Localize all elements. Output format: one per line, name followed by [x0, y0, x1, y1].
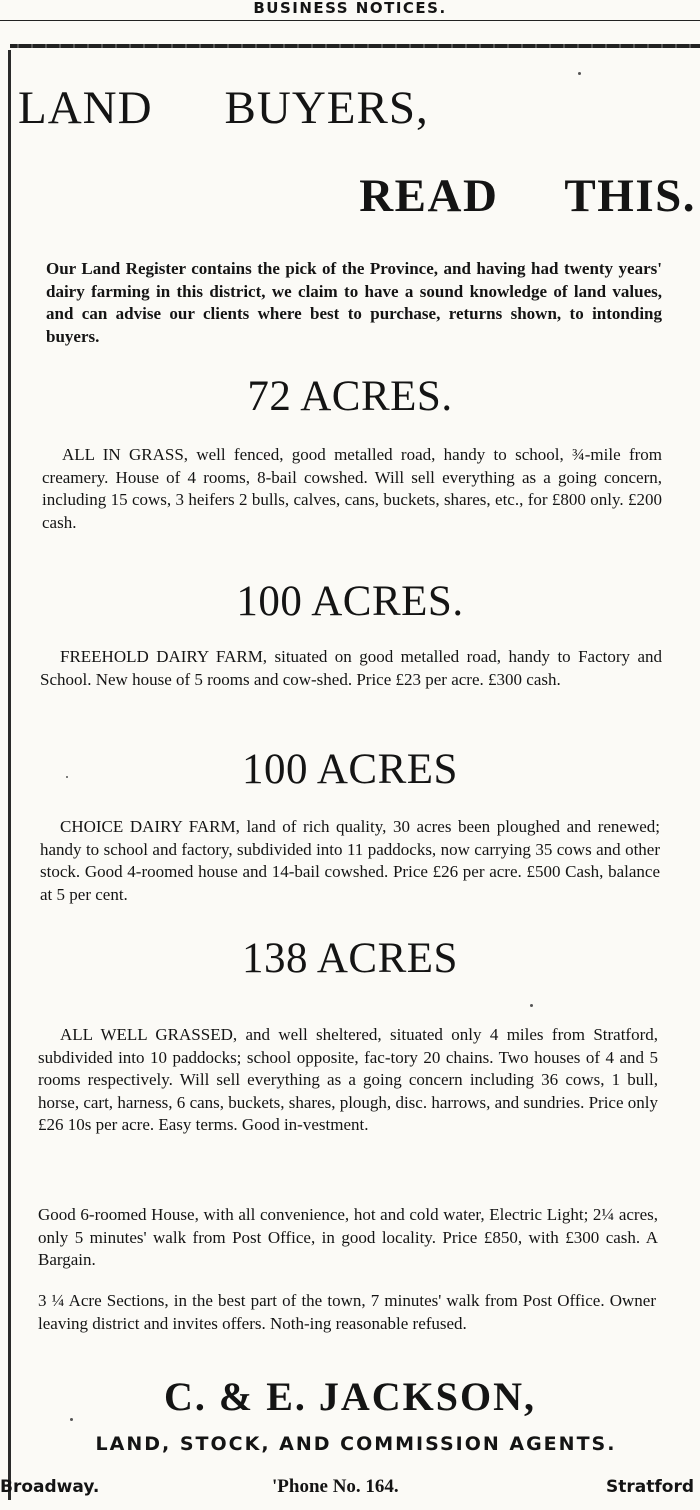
section-header: BUSINESS NOTICES. [253, 0, 447, 17]
firm-name: C. & E. JACKSON, [163, 1374, 537, 1419]
headline-read-this [0, 168, 696, 224]
footer-phone: 'Phone No. 164. [272, 1476, 399, 1497]
firm-tagline: LAND, STOCK, AND COMMISSION AGENTS. [95, 1433, 617, 1455]
listing-text-72-acres: ALL IN GRASS, well fenced, good metalled road, handy to school, ¾-mile from creamery. House of 4 rooms, 8-bail cowshed. Will sell everything as a going concern, including 15 cows, 3 heifers 2 bulls, calves, cans, buckets, shares, etc., for £800 only. £200 cash. [42, 445, 662, 532]
print-speck [578, 72, 581, 75]
headline-word-buyers: BUYERS, [224, 82, 429, 134]
print-speck [70, 1418, 73, 1421]
listing-text-100-acres-freehold: FREEHOLD DAIRY FARM, situated on good metalled road, handy to Factory and School. New house of 5 rooms and cow-shed. Price £23 per acre. £300 cash. [40, 647, 662, 689]
listing-heading-72-acres: 72 ACRES. [247, 373, 453, 420]
column-top-rule [10, 44, 700, 48]
listing-heading-100-acres-choice: 100 ACRES [242, 746, 458, 793]
headline-land-buyers [18, 80, 698, 136]
headline-word-this: THIS. [564, 170, 696, 222]
headline-word-land: LAND [18, 82, 153, 134]
house-listing-paragraph: Good 6-roomed House, with all convenience, hot and cold water, Electric Light; 2¼ acres, only 5 minutes' walk from Post Office, in good locality. Price £850, with £300 cash. A Bargain. [38, 1205, 658, 1269]
print-speck [530, 1004, 533, 1007]
listing-text-100-acres-choice: CHOICE DAIRY FARM, land of rich quality, 30 acres been ploughed and renewed; handy to school and factory, subdivided into 11 paddocks, now carrying 35 cows and other stock. Good 4-roomed house and 14-bail cowshed. Price £26 per acre. £500 Cash, balance at 5 per cent. [40, 817, 660, 904]
header-rule [0, 20, 700, 21]
listing-heading-138-acres: 138 ACRES [242, 935, 458, 982]
listing-text-138-acres: ALL WELL GRASSED, and well sheltered, situated only 4 miles from Stratford, subdivided into 10 paddocks; school opposite, fac-tory 20 chains. Two houses of 4 and 5 rooms respectively. Will sell everything as a going concern including 36 cows, 1 bull, horse, cart, harness, 6 cans, buckets, shares, plough, disc. harrows, and sundries. Price only £26 10s per acre. Easy terms. Good in-vestment. [38, 1025, 658, 1134]
footer-address: Broadway. [0, 1477, 100, 1497]
listing-heading-100-acres-freehold: 100 ACRES. [236, 578, 464, 625]
footer-town: Stratford [606, 1477, 694, 1497]
footer-line [0, 1474, 700, 1502]
print-speck [66, 776, 68, 778]
intro-paragraph: Our Land Register contains the pick of the Province, and having had twenty years' dairy farming in this district, we claim to have a sound knowledge of land values, and can advise our clients where best to purchase, returns shown, to intonding buyers. [46, 259, 662, 346]
headline-word-read: READ [359, 170, 499, 222]
sections-listing-paragraph: 3 ¼ Acre Sections, in the best part of the town, 7 minutes' walk from Post Office. Owner leaving district and invites offers. Noth-ing reasonable refused. [38, 1291, 656, 1333]
